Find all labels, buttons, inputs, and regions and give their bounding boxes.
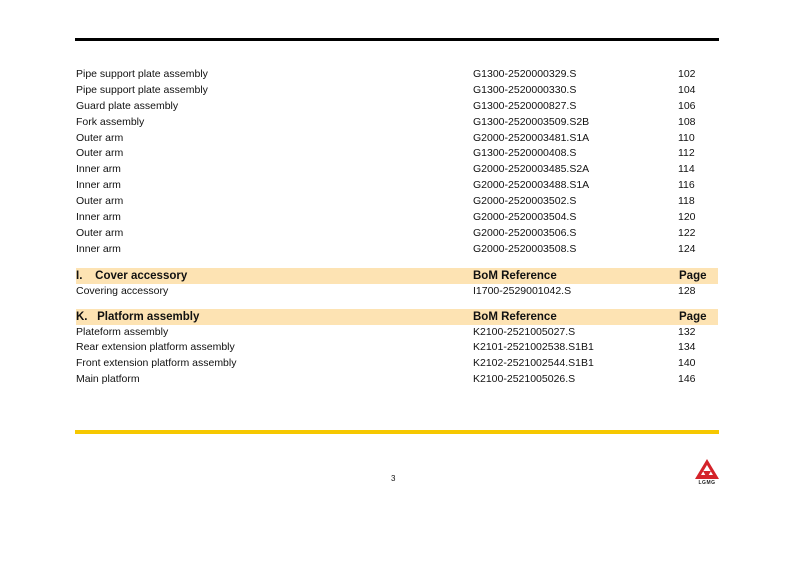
bom-reference: G2000-2520003506.S	[473, 226, 577, 239]
bom-reference: G1300-2520000330.S	[473, 83, 577, 96]
bom-reference: G2000-2520003481.S1A	[473, 131, 590, 144]
bom-reference: G1300-2520000827.S	[473, 99, 577, 112]
table-row	[76, 210, 718, 226]
item-name: Pipe support plate assembly	[76, 83, 208, 96]
table-row	[76, 372, 718, 388]
bom-reference: G1300-2520003509.S2B	[473, 115, 590, 128]
page-ref: 128	[678, 284, 696, 297]
table-row	[76, 131, 718, 147]
table-row	[76, 99, 718, 115]
bom-reference: I1700-2529001042.S	[473, 284, 572, 297]
item-name: Front extension platform assembly	[76, 357, 237, 370]
logo-text: LGMG	[698, 480, 716, 486]
table-row	[76, 325, 718, 341]
bom-reference: G2000-2520003502.S	[473, 195, 577, 208]
section-title: I. Cover accessory	[76, 269, 188, 282]
page-ref: 134	[678, 341, 696, 354]
page-ref: 112	[678, 147, 695, 160]
page-header: Page	[679, 310, 707, 323]
table-row	[76, 194, 718, 210]
bom-reference: K2100-2521005026.S	[473, 373, 576, 386]
page-ref: 106	[678, 99, 696, 112]
page-ref: 118	[678, 195, 695, 208]
page-ref: 120	[678, 211, 696, 224]
bom-reference: G2000-2520003508.S	[473, 242, 577, 255]
page-ref: 108	[678, 115, 696, 128]
item-name: Plateform assembly	[76, 325, 169, 338]
page-ref: 146	[678, 373, 696, 386]
section-k-rows	[76, 325, 718, 389]
section-k-header	[76, 309, 718, 325]
item-name: Covering accessory	[76, 284, 169, 297]
table-row	[76, 178, 718, 194]
table-row	[76, 146, 718, 162]
page-ref: 116	[678, 179, 695, 192]
table-row	[76, 67, 718, 83]
bottom-rule	[75, 430, 719, 434]
item-name: Rear extension platform assembly	[76, 341, 235, 354]
item-name: Fork assembly	[76, 115, 145, 128]
bom-reference: G2000-2520003504.S	[473, 211, 577, 224]
item-name: Inner arm	[76, 211, 121, 224]
bom-reference: G1300-2520000408.S	[473, 147, 577, 160]
item-name: Pipe support plate assembly	[76, 68, 208, 80]
page-ref: 114	[678, 163, 695, 176]
section-i-rows	[76, 284, 718, 300]
item-name: Outer arm	[76, 195, 124, 208]
bom-reference-header: BoM Reference	[473, 310, 557, 323]
page-ref: 102	[678, 68, 696, 80]
item-name: Guard plate assembly	[76, 99, 179, 112]
table-row	[76, 226, 718, 242]
item-name: Inner arm	[76, 163, 121, 176]
table-row	[76, 83, 718, 99]
bom-reference: K2101-2521002538.S1B1	[473, 341, 594, 354]
page-ref: 110	[678, 131, 695, 144]
bom-reference: G2000-2520003485.S2A	[473, 163, 590, 176]
bom-index-table	[76, 67, 718, 388]
item-name: Inner arm	[76, 179, 121, 192]
page-ref: 140	[678, 357, 696, 370]
bom-reference: K2102-2521002544.S1B1	[473, 357, 594, 370]
page-header: Page	[679, 269, 707, 282]
section-g-rows	[76, 67, 718, 258]
table-row	[76, 162, 718, 178]
section-i-header	[76, 268, 718, 284]
bom-reference: G1300-2520000329.S	[473, 68, 577, 80]
table-row	[76, 242, 718, 258]
page-number: 3	[391, 474, 396, 483]
page-ref: 122	[678, 226, 696, 239]
section-title: K. Platform assembly	[76, 310, 200, 323]
bom-reference-header: BoM Reference	[473, 269, 557, 282]
page-ref: 104	[678, 83, 696, 96]
item-name: Outer arm	[76, 147, 124, 160]
item-name: Main platform	[76, 373, 140, 386]
table-row	[76, 340, 718, 356]
item-name: Inner arm	[76, 242, 121, 255]
table-row	[76, 356, 718, 372]
table-row	[76, 115, 718, 131]
page-ref: 124	[678, 242, 696, 255]
bom-reference: K2100-2521005027.S	[473, 325, 576, 338]
item-name: Outer arm	[76, 226, 124, 239]
top-rule	[75, 38, 719, 41]
page-ref: 132	[678, 325, 696, 338]
item-name: Outer arm	[76, 131, 124, 144]
table-row	[76, 284, 718, 300]
bom-reference: G2000-2520003488.S1A	[473, 179, 590, 192]
